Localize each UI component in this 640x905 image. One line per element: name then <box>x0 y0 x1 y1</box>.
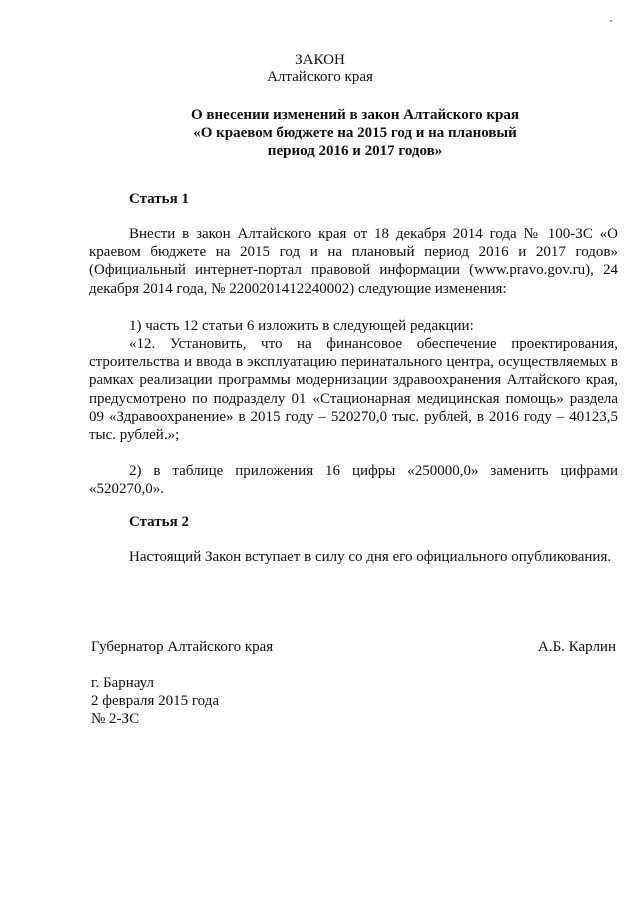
law-title-line-2: «О краевом бюджете на 2015 год и на плановый <box>193 125 517 141</box>
article-2-heading: Статья 2 <box>129 514 189 530</box>
document-type: ЗАКОН <box>295 52 345 68</box>
footer-number: № 2-ЗС <box>91 711 140 727</box>
law-title <box>120 106 590 160</box>
law-title-line-1: О внесении изменений в закон Алтайского края <box>190 107 520 123</box>
article-2-text: Настоящий Закон вступает в силу со дня его официального опубликования. <box>129 549 612 565</box>
footer-date: 2 февраля 2015 года <box>91 693 220 709</box>
article-1-intro: Внести в закон Алтайского края от 18 декабря 2014 года № 100-ЗС «О краевом бюджете на 2015 год и на плановый период 2016 и 2017 годов» (Официальный интернет-портал правовой информации (www.pravo.gov.ru), 24 декабря 2014 года, № 2200201412240002) следующие изменения: <box>89 226 618 297</box>
document-region: Алтайского края <box>267 69 373 85</box>
article-1-item-2-text: 2) в таблице приложения 16 цифры «250000,0» заменить цифрами «520270,0». <box>89 463 618 498</box>
scan-speck <box>610 20 612 22</box>
law-title-line-3: период 2016 и 2017 годов» <box>267 143 443 159</box>
footer-city: г. Барнаул <box>91 675 154 691</box>
article-1-heading: Статья 1 <box>129 191 189 207</box>
article-1-item-1-text: «12. Установить, что на финансовое обеспечение проектирования, строительства и ввода в эксплуатацию перинатального центра, осуществляемых в рамках реализации программы модернизации здравоохранения Алтайского края, предусмотрено по подразделу 01 «Стационарная медицинская помощь» раздела 09 «Здравоохранение» в 2015 году – 520270,0 тыс. рублей, в 2016 году – 40123,5 тыс. рублей.»; <box>89 336 618 444</box>
article-1-item-1-intro: 1) часть 12 статьи 6 изложить в следующей редакции: <box>129 318 474 334</box>
signature-position: Губернатор Алтайского края <box>91 639 274 655</box>
signature-name: А.Б. Карлин <box>537 639 616 655</box>
